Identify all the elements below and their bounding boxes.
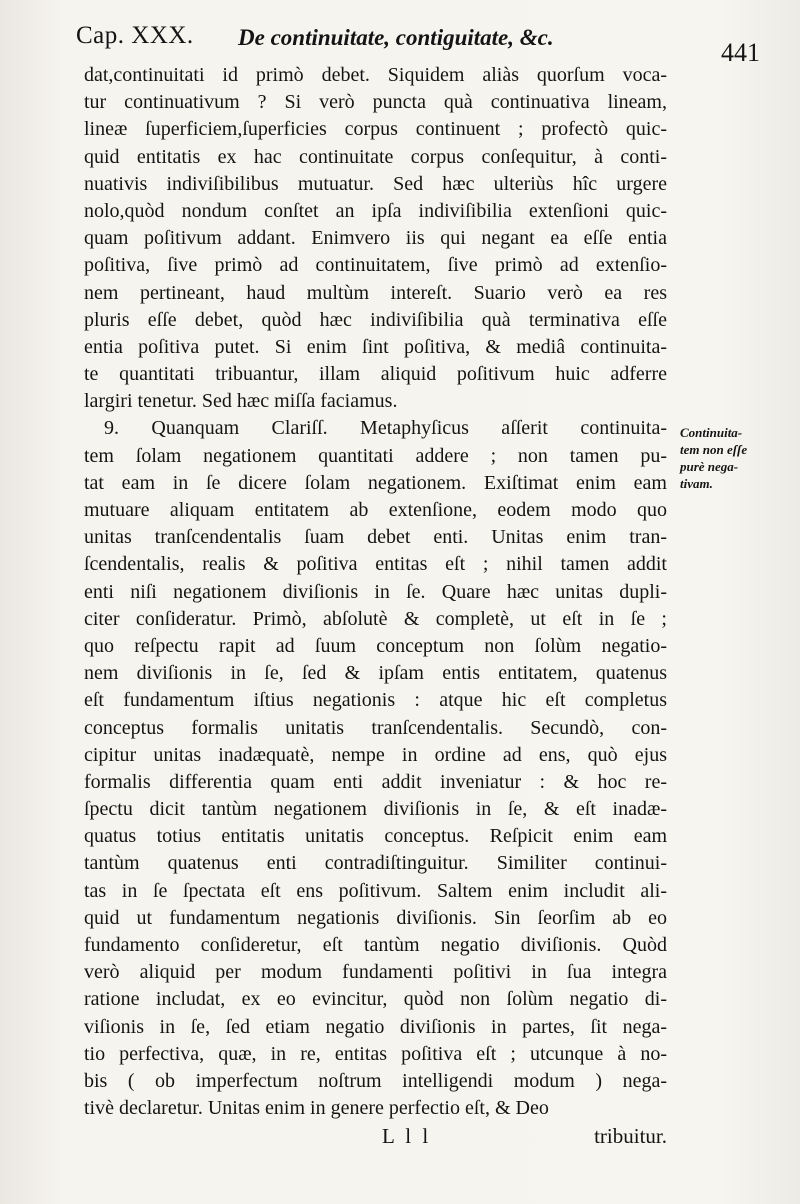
text-line: viſionis in ſe, ſed etiam negatio diviſionis in partes, ſit nega-: [84, 1015, 667, 1038]
text-line: cipitur unitas inadæquatè, nempe in ordine ad ens, quò ejus: [84, 743, 667, 766]
text-line: nem pertineant, haud multùm intereſt. Suario verò ea res: [84, 281, 667, 304]
text-line: nem diviſionis in ſe, ſed & ipſam entis entitatem, quatenus: [84, 662, 667, 685]
text-line: enti niſi negationem diviſionis in ſe. Quare hæc unitas dupli-: [84, 580, 667, 603]
text-line: tivè declaretur. Unitas enim in genere perfectio eſt, & Deo: [84, 1097, 549, 1120]
text-line: ratione includat, ex eo evincitur, quòd non ſolùm negatio di-: [84, 988, 667, 1011]
text-line: poſitiva, ſive primò ad continuitatem, ſive primò ad extenſio-: [84, 254, 667, 277]
text-line: eſt fundamentum iſtius negationis : atque hic eſt completus: [84, 689, 667, 712]
text-line: formalis differentia quam enti addit inveniatur : & hoc re-: [84, 770, 667, 793]
text-line: tas in ſe ſpectata eſt ens poſitivum. Saltem enim includit ali-: [84, 879, 667, 902]
text-line: tio perfectiva, quæ, in re, entitas poſitiva eſt ; utcunque à no-: [84, 1042, 667, 1065]
signature-mark: L l l: [382, 1124, 432, 1148]
margin-note: [680, 424, 790, 492]
page-number: 441: [721, 38, 760, 67]
text-line: lineæ ſuperficiem,ſuperficies corpus continuent ; profectò quic-: [84, 118, 667, 141]
text-line: te quantitati tribuantur, illam aliquid poſitivum huic adferre: [84, 363, 667, 386]
text-line: pluris eſſe debet, quòd hæc indiviſibilia quà terminativa eſſe: [84, 308, 667, 331]
text-line: tantùm quatenus enti contradiſtinguitur. Similiter continui-: [84, 852, 667, 875]
text-line: quam poſitivum addant. Enimvero iis qui negant ea eſſe entia: [84, 227, 667, 250]
body-text: [84, 62, 667, 1122]
text-line: ſpectu dicit tantùm negationem diviſionis in ſe, & eſt inadæ-: [84, 798, 667, 821]
text-line: tat eam in ſe dicere ſolam negationem. Exiſtimat enim eam: [84, 471, 667, 494]
margin-note-line: Continuita-: [680, 425, 743, 440]
text-line: nolo,quòd nondum conſtet an ipſa indiviſibilia extenſioni quic-: [84, 199, 667, 222]
chapter-label: Cap. XXX.: [76, 22, 194, 49]
margin-note-line: tivam.: [680, 476, 713, 491]
chapter-title: De continuitate, contiguitate, &c.: [238, 25, 554, 50]
page-footer: [84, 1124, 667, 1154]
text-line: quatus totius entitatis unitatis conceptus. Reſpicit enim eam: [84, 825, 667, 848]
margin-note-line: purè nega-: [680, 459, 739, 474]
catchword: tribuitur.: [594, 1124, 667, 1148]
text-line: unitas tranſcendentalis ſuam debet enti. Unitas enim tran-: [84, 526, 667, 549]
text-line: mutuare aliquam entitatem ab extenſione, eodem modo quo: [84, 499, 667, 521]
text-line: conceptus formalis unitatis tranſcendentalis. Secundò, con-: [84, 716, 667, 739]
text-line: tem ſolam negationem quantitati addere ; non tamen pu-: [84, 444, 667, 467]
text-line: quid entitatis ex hac continuitate corpus conſequitur, à conti-: [84, 145, 667, 168]
text-line: citer conſideratur. Primò, abſolutè & completè, ut eſt in ſe ;: [84, 607, 667, 630]
text-line: tur continuativum ? Si verò puncta quà continuativa lineam,: [84, 91, 667, 114]
text-line: verò aliquid per modum fundamenti poſitivi in ſua integra: [84, 961, 667, 984]
text-line: ſcendentalis, realis & poſitiva entitas eſt ; nihil tamen addit: [84, 553, 667, 576]
text-line: nuativis indiviſibilibus mutuatur. Sed hæc ulteriùs hîc urgere: [84, 172, 667, 195]
text-line: 9. Quanquam Clariſſ. Metaphyſicus aſſerit continuita-: [104, 417, 667, 440]
text-line: fundamento conſideretur, eſt tantùm negatio diviſionis. Quòd: [84, 934, 667, 956]
text-line: quo reſpectu rapit ad ſuum conceptum non ſolùm negatio-: [84, 634, 667, 657]
text-line: dat,continuitati id primò debet. Siquidem aliàs quorſum voca-: [84, 64, 667, 86]
text-line: quid ut fundamentum negationis diviſionis. Sin ſeorſim ab eo: [84, 906, 667, 929]
text-line: bis ( ob imperfectum noſtrum intelligendi modum ) nega-: [84, 1069, 667, 1092]
text-line: largiri tenetur. Sed hæc miſſa faciamus.: [84, 390, 398, 413]
running-header: [70, 22, 780, 66]
text-line: entia poſitiva putet. Si enim ſint poſitiva, & mediâ continuita-: [84, 335, 667, 358]
margin-note-line: tem non eſſe: [680, 442, 748, 457]
